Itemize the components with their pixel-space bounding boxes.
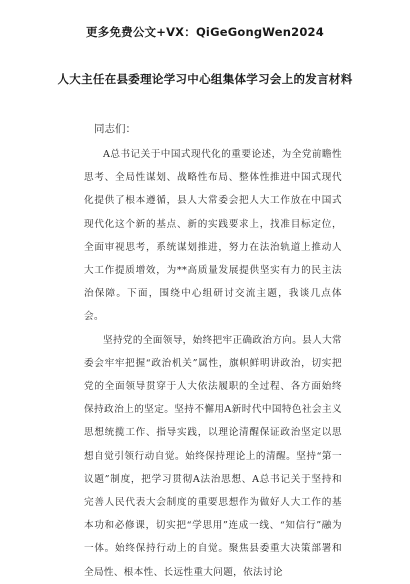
header-banner: 更多免费公文+VX：QiGeGongWen2024 (86, 25, 324, 39)
paragraph-1: A总书记关于中国式现代化的重要论述，为全党前瞻性思考、全局性谋划、战略性布局、整体性推进中国式现代化提供了根本遵循，县人大常委会把人大工作放在中国式现代化这个新的基点、新的实践要求上，找准目标定位，全面审视思考，系统谋划推进，努力在法治轨道上推动人大工作提质增效，为**高质量发展提供坚实有力的民主法治保障。下面，围绕中心组研讨交流主题，我谈几点体会。 (84, 149, 342, 323)
paragraph-2: 坚持党的全面领导，始终把牢正确政治方向。县人大常委会牢牢把握“政治机关”属性，旗帜鲜明讲政治，切实把党的全面领导贯穿于人大依法履职的全过程、各方面始终保持政治上的坚定。坚持不懈用A新时代中国特色社会主义思想统揽工作、指导实践，以理论清醒保证政治坚定以思想自觉引领行动自觉。始终保持理论上的清醒。坚持“第一议题”制度，把学习贯彻A法治思想、A总书记关于坚持和完善人民代表大会制度的重要思想作为做好人大工作的基本功和必修课，切实把“学思用”连成一线、“知信行”融为一体。始终保持行动上的自觉。聚焦县委重大决策部署和全局性、根本性、长远性重大问题，依法讨论 (84, 334, 342, 578)
salutation: 同志们： (94, 123, 136, 135)
document-body (84, 119, 342, 584)
document-title: 人大主任在县委理论学习中心组集体学习会上的发言材料 (57, 72, 353, 86)
